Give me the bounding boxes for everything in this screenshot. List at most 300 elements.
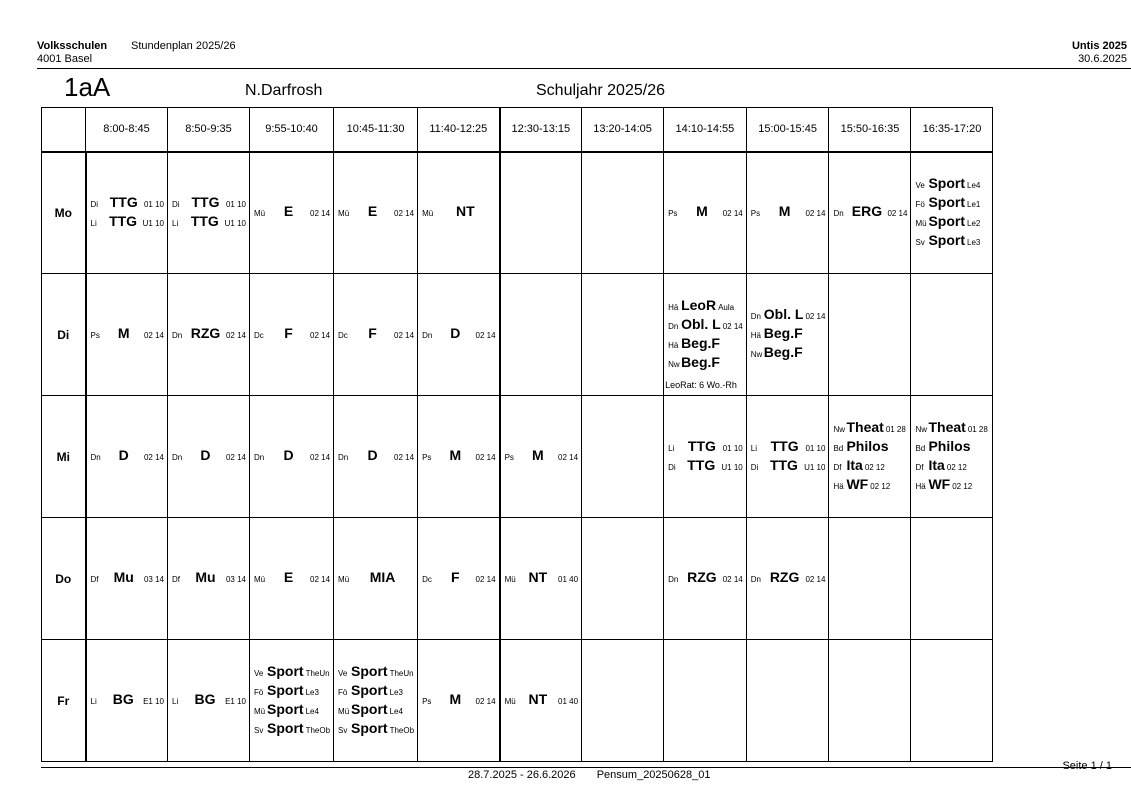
room-code: Le3 bbox=[305, 687, 319, 697]
lesson-entry bbox=[751, 344, 826, 363]
lesson-entry bbox=[668, 297, 743, 316]
subject-code: RZG bbox=[687, 569, 717, 585]
lesson-entry bbox=[422, 447, 496, 466]
room-code: Le1 bbox=[967, 199, 981, 209]
lesson-entry bbox=[254, 663, 330, 682]
lesson-entry bbox=[751, 438, 826, 457]
teacher-code: Ps bbox=[422, 453, 432, 462]
teacher-code: Nw bbox=[750, 350, 763, 359]
plan-name: Stundenplan 2025/26 bbox=[131, 40, 236, 52]
lesson-cell[interactable] bbox=[168, 518, 250, 640]
teacher-code: Di bbox=[668, 462, 676, 472]
lesson-entry bbox=[254, 569, 330, 588]
lesson-cell[interactable] bbox=[829, 274, 911, 396]
footer-divider bbox=[41, 767, 1131, 768]
teacher-code: Df bbox=[90, 575, 99, 584]
day-label: Do bbox=[42, 518, 86, 640]
lesson-cell[interactable] bbox=[86, 274, 168, 396]
lesson-cell[interactable] bbox=[500, 518, 582, 640]
header-divider bbox=[37, 68, 1131, 69]
lesson-entry bbox=[338, 701, 414, 720]
teacher-code: Df bbox=[915, 462, 924, 472]
lesson-entry bbox=[254, 203, 330, 222]
lesson-entry bbox=[668, 335, 743, 354]
teacher-code: Dc bbox=[338, 331, 348, 340]
lesson-entry bbox=[422, 569, 496, 588]
lesson-cell[interactable] bbox=[250, 396, 334, 518]
lesson-entry bbox=[751, 306, 826, 325]
teacher-code: Mü bbox=[915, 218, 927, 228]
subject-code: TTG bbox=[190, 212, 219, 229]
subject-code: D bbox=[367, 447, 378, 463]
lesson-cell[interactable] bbox=[746, 274, 829, 396]
lesson-entry bbox=[338, 569, 414, 588]
lesson-cell[interactable] bbox=[334, 152, 418, 274]
teacher-code: Ve bbox=[338, 668, 348, 678]
subject-code: D bbox=[283, 447, 294, 463]
subject-code: Sport bbox=[267, 719, 304, 736]
lesson-entry bbox=[751, 203, 826, 222]
teacher-code: Hä bbox=[833, 481, 844, 491]
lesson-entry bbox=[915, 419, 989, 438]
teacher-code: Li bbox=[90, 697, 97, 706]
teacher-code: Ve bbox=[915, 180, 925, 190]
lesson-cell[interactable] bbox=[746, 640, 829, 762]
lesson-entry bbox=[172, 194, 246, 213]
lesson-entry bbox=[915, 476, 989, 495]
subject-code: Sport bbox=[267, 681, 304, 698]
teacher-code: Mü bbox=[254, 706, 266, 716]
lesson-entry bbox=[172, 691, 246, 710]
teacher-code: Di bbox=[172, 199, 180, 209]
subject-code: Sport bbox=[267, 700, 304, 717]
room-code: U1 10 bbox=[224, 218, 246, 228]
lesson-cell[interactable] bbox=[86, 152, 168, 274]
subject-code: M bbox=[449, 691, 462, 707]
teacher-code: Dn bbox=[750, 312, 761, 321]
lesson-entry bbox=[668, 569, 743, 588]
lesson-cell[interactable] bbox=[911, 152, 993, 274]
subject-code: Philos bbox=[928, 437, 971, 454]
room-code: 02 14 bbox=[310, 209, 331, 219]
lesson-entry bbox=[338, 325, 414, 344]
period-header: 11:40-12:25 bbox=[418, 108, 500, 152]
day-row bbox=[42, 152, 993, 274]
validity-range: 28.7.2025 - 26.6.2026 bbox=[468, 769, 576, 781]
teacher-code: Nw bbox=[915, 424, 928, 434]
lesson-entry bbox=[751, 569, 826, 588]
lesson-entry bbox=[915, 232, 989, 251]
lesson-cell[interactable] bbox=[829, 518, 911, 640]
room-code: 02 14 bbox=[394, 209, 415, 219]
day-label: Mi bbox=[42, 396, 86, 518]
subject-code: Beg.F bbox=[763, 325, 803, 341]
teacher-code: Dn bbox=[668, 321, 679, 331]
lesson-cell[interactable] bbox=[250, 518, 334, 640]
lesson-cell[interactable] bbox=[334, 396, 418, 518]
lesson-entry bbox=[833, 203, 907, 222]
lesson-entry bbox=[172, 447, 246, 466]
subject-code: RZG bbox=[190, 325, 221, 341]
lesson-entry bbox=[915, 438, 989, 457]
lesson-entry bbox=[172, 569, 246, 588]
lesson-cell[interactable] bbox=[250, 640, 334, 762]
room-code: 02 14 bbox=[805, 312, 826, 321]
subject-code: D bbox=[200, 447, 211, 463]
room-code: 01 40 bbox=[558, 575, 579, 584]
teacher-code: Li bbox=[668, 443, 675, 453]
lesson-entry bbox=[91, 213, 165, 232]
subject-code: M bbox=[449, 447, 462, 463]
lesson-cell[interactable] bbox=[168, 152, 250, 274]
day-label: Di bbox=[42, 274, 86, 396]
lesson-entry bbox=[338, 447, 414, 466]
school-year: Schuljahr 2025/26 bbox=[536, 82, 665, 99]
room-code: 02 14 bbox=[722, 321, 743, 331]
lesson-entry bbox=[172, 213, 246, 232]
period-header: 12:30-13:15 bbox=[500, 108, 582, 152]
lesson-entry bbox=[91, 325, 165, 344]
subject-code: Obl. L bbox=[763, 306, 804, 322]
subject-code: Mu bbox=[195, 569, 216, 585]
room-code: 01 10 bbox=[143, 199, 164, 209]
teacher-code: Li bbox=[90, 218, 97, 228]
lesson-cell[interactable] bbox=[334, 640, 418, 762]
lesson-cell[interactable] bbox=[664, 274, 747, 396]
lesson-entry bbox=[91, 569, 165, 588]
lesson-entry bbox=[338, 203, 414, 222]
lesson-entry bbox=[91, 691, 165, 710]
lesson-entry bbox=[668, 438, 743, 457]
teacher-code: Bd bbox=[915, 443, 926, 453]
cell-note: LeoRat: 6 Wo.-Rh bbox=[665, 380, 737, 390]
school-city: 4001 Basel bbox=[37, 53, 93, 65]
room-code: 03 14 bbox=[225, 575, 246, 584]
teacher-code: Mü bbox=[254, 575, 266, 584]
room-code: 02 14 bbox=[310, 453, 331, 462]
teacher-code: Ps bbox=[668, 209, 678, 219]
room-code: U1 10 bbox=[142, 218, 164, 228]
footer-info bbox=[468, 769, 710, 781]
teacher-code: Li bbox=[172, 697, 179, 706]
subject-code: NT bbox=[455, 203, 475, 220]
lesson-entry bbox=[751, 325, 826, 344]
period-header: 8:00-8:45 bbox=[86, 108, 168, 152]
lesson-cell[interactable] bbox=[911, 396, 993, 518]
subject-code: Beg.F bbox=[681, 334, 720, 351]
room-code: U1 10 bbox=[804, 462, 826, 472]
subject-code: TTG bbox=[770, 437, 799, 454]
day-label: Mo bbox=[42, 152, 86, 274]
lesson-entry bbox=[254, 720, 330, 739]
subject-code: TTG bbox=[191, 193, 220, 210]
teacher-code: Mü bbox=[254, 209, 266, 219]
lesson-cell[interactable] bbox=[418, 152, 500, 274]
subject-code: Beg.F bbox=[681, 353, 720, 370]
teacher-code: Df bbox=[172, 575, 180, 584]
room-code: 02 14 bbox=[475, 575, 496, 584]
lesson-cell[interactable] bbox=[664, 518, 747, 640]
lesson-cell[interactable] bbox=[168, 274, 250, 396]
lesson-cell[interactable] bbox=[418, 274, 500, 396]
subject-code: TTG bbox=[769, 456, 798, 473]
room-code: 02 14 bbox=[805, 209, 826, 219]
period-header: 16:35-17:20 bbox=[911, 108, 993, 152]
subject-code: E bbox=[283, 203, 294, 220]
lesson-cell[interactable] bbox=[418, 518, 500, 640]
lesson-cell[interactable] bbox=[334, 518, 418, 640]
room-code: Le4 bbox=[305, 706, 319, 716]
lesson-entry bbox=[505, 447, 579, 466]
period-header: 15:00-15:45 bbox=[746, 108, 829, 152]
lesson-cell[interactable] bbox=[746, 396, 829, 518]
day-label: Fr bbox=[42, 640, 86, 762]
room-code: 02 12 bbox=[870, 481, 891, 491]
room-code: 01 28 bbox=[967, 424, 988, 434]
lesson-cell[interactable] bbox=[168, 640, 250, 762]
teacher-code: Li bbox=[172, 218, 179, 228]
teacher-code: Dn bbox=[172, 331, 183, 340]
teacher-code: Ve bbox=[254, 668, 264, 678]
teacher-code: Dn bbox=[90, 453, 101, 462]
lesson-cell[interactable] bbox=[500, 152, 582, 274]
teacher-code: Nw bbox=[668, 359, 680, 369]
subject-code: Sport bbox=[928, 212, 966, 229]
subject-code: RZG bbox=[769, 569, 800, 585]
lesson-cell[interactable] bbox=[582, 152, 664, 274]
header-right bbox=[1072, 40, 1127, 66]
lesson-entry bbox=[422, 325, 496, 344]
room-code: 01 28 bbox=[885, 424, 906, 434]
teacher-code: Nw bbox=[833, 424, 846, 434]
room-code: 02 14 bbox=[394, 453, 415, 462]
teacher-code: Di bbox=[750, 462, 759, 472]
subject-code: D bbox=[450, 325, 461, 341]
lesson-cell[interactable] bbox=[250, 152, 334, 274]
subject-code: BG bbox=[112, 691, 134, 707]
lesson-cell[interactable] bbox=[250, 274, 334, 396]
subject-code: MIA bbox=[369, 569, 396, 585]
teacher-code: Fö bbox=[254, 687, 264, 697]
room-code: 02 12 bbox=[946, 462, 967, 472]
teacher-code: Mü bbox=[338, 706, 350, 716]
lesson-cell[interactable] bbox=[746, 152, 829, 274]
subject-code: Ita bbox=[846, 456, 863, 473]
subject-code: TTG bbox=[109, 193, 138, 210]
subject-code: WF bbox=[928, 475, 951, 492]
lesson-entry bbox=[338, 663, 414, 682]
lesson-entry bbox=[172, 325, 246, 344]
lesson-cell[interactable] bbox=[664, 396, 747, 518]
teacher-code: Mü bbox=[504, 575, 516, 584]
lesson-cell[interactable] bbox=[86, 640, 168, 762]
teacher-code: Sv bbox=[915, 237, 925, 247]
lesson-cell[interactable] bbox=[911, 640, 993, 762]
header-left bbox=[37, 40, 236, 66]
lesson-entry bbox=[254, 682, 330, 701]
teacher-code: Dc bbox=[422, 575, 432, 584]
teacher-code: Sv bbox=[254, 725, 264, 735]
teacher-code: Ps bbox=[504, 453, 514, 462]
lesson-cell[interactable] bbox=[829, 152, 911, 274]
subject-code: Sport bbox=[351, 681, 388, 698]
room-code: 02 14 bbox=[143, 453, 164, 462]
lesson-cell[interactable] bbox=[418, 396, 500, 518]
subject-code: F bbox=[451, 569, 460, 585]
subject-code: Sport bbox=[351, 700, 388, 717]
lesson-entry bbox=[668, 457, 743, 476]
class-title: 1aA bbox=[64, 72, 111, 102]
lesson-entry bbox=[505, 691, 579, 710]
pensum-id: Pensum_20250628_01 bbox=[596, 769, 711, 781]
teacher-code: Hä bbox=[750, 331, 761, 340]
teacher-code: Dn bbox=[422, 331, 433, 340]
lesson-cell[interactable] bbox=[168, 396, 250, 518]
lesson-entry bbox=[422, 203, 496, 222]
subject-code: M bbox=[696, 203, 708, 220]
teacher-code: Hä bbox=[668, 302, 679, 312]
lesson-entry bbox=[915, 175, 989, 194]
room-code: TheUn bbox=[389, 668, 414, 678]
room-code: 02 14 bbox=[394, 331, 415, 340]
subject-code: Sport bbox=[351, 719, 388, 736]
lesson-cell[interactable] bbox=[582, 396, 664, 518]
period-header: 9:55-10:40 bbox=[250, 108, 334, 152]
teacher-code: Hä bbox=[915, 481, 926, 491]
lesson-entry bbox=[338, 682, 414, 701]
lesson-cell[interactable] bbox=[500, 640, 582, 762]
room-code: Le3 bbox=[967, 237, 981, 247]
subject-code: Mu bbox=[113, 569, 134, 585]
room-code: 02 14 bbox=[722, 209, 743, 219]
day-row bbox=[42, 640, 993, 762]
teacher-code: Sv bbox=[338, 725, 348, 735]
subject-code: E bbox=[283, 569, 294, 585]
lesson-cell[interactable] bbox=[582, 274, 664, 396]
lesson-cell[interactable] bbox=[582, 518, 664, 640]
lesson-entry bbox=[91, 194, 165, 213]
lesson-entry bbox=[668, 203, 743, 222]
lesson-entry bbox=[833, 457, 907, 476]
subject-code: D bbox=[118, 447, 129, 463]
lesson-cell[interactable] bbox=[500, 396, 582, 518]
lesson-cell[interactable] bbox=[418, 640, 500, 762]
lesson-cell[interactable] bbox=[911, 518, 993, 640]
day-row bbox=[42, 518, 993, 640]
teacher-code: Mü bbox=[422, 209, 434, 219]
subject-code: Obl. L bbox=[681, 315, 721, 332]
teacher-code: Mü bbox=[504, 697, 516, 706]
product-name: Untis 2025 bbox=[1071, 40, 1127, 52]
subject-code: NT bbox=[528, 691, 548, 707]
room-code: 02 14 bbox=[475, 697, 496, 706]
room-code: 01 10 bbox=[805, 443, 826, 453]
lesson-entry bbox=[915, 457, 989, 476]
lesson-entry bbox=[833, 438, 907, 457]
subject-code: BG bbox=[194, 691, 216, 707]
room-code: TheUn bbox=[305, 668, 330, 678]
room-code: 02 12 bbox=[952, 481, 973, 491]
teacher-name: N.Darfrosh bbox=[245, 82, 323, 99]
room-code: U1 10 bbox=[721, 462, 743, 472]
room-code: E1 10 bbox=[143, 697, 164, 706]
subject-code: M bbox=[778, 203, 791, 220]
lesson-entry bbox=[915, 194, 989, 213]
teacher-code: Bd bbox=[833, 443, 844, 453]
subject-code: TTG bbox=[109, 212, 138, 229]
lesson-entry bbox=[254, 325, 330, 344]
lesson-entry bbox=[338, 720, 414, 739]
lesson-cell[interactable] bbox=[664, 152, 747, 274]
room-code: Le4 bbox=[967, 180, 981, 190]
room-code: Le3 bbox=[389, 687, 403, 697]
lesson-cell[interactable] bbox=[334, 274, 418, 396]
lesson-cell[interactable] bbox=[500, 274, 582, 396]
lesson-entry bbox=[833, 419, 907, 438]
subject-code: WF bbox=[846, 475, 869, 492]
teacher-code: Mü bbox=[338, 209, 350, 219]
teacher-code: Fö bbox=[915, 199, 925, 209]
room-code: 02 14 bbox=[225, 453, 246, 462]
room-code: 02 12 bbox=[864, 462, 885, 472]
teacher-code: Ps bbox=[422, 697, 432, 706]
teacher-code: Hä bbox=[668, 340, 679, 350]
lesson-cell[interactable] bbox=[86, 396, 168, 518]
print-date: 30.6.2025 bbox=[1078, 53, 1127, 65]
lesson-cell[interactable] bbox=[582, 640, 664, 762]
lesson-cell[interactable] bbox=[829, 640, 911, 762]
subject-code: Theat bbox=[846, 418, 884, 435]
teacher-code: Df bbox=[833, 462, 842, 472]
subject-code: NT bbox=[528, 569, 548, 585]
subject-code: Philos bbox=[846, 437, 889, 454]
room-code: 01 10 bbox=[722, 443, 743, 453]
page-number: Seite 1 / 1 bbox=[1062, 760, 1112, 772]
teacher-code: Dn bbox=[338, 453, 349, 462]
subject-code: Sport bbox=[928, 231, 966, 248]
room-code: E1 10 bbox=[225, 697, 246, 706]
room-code: 01 40 bbox=[558, 697, 579, 706]
period-header: 10:45-11:30 bbox=[334, 108, 418, 152]
lesson-cell[interactable] bbox=[746, 518, 829, 640]
teacher-code: Li bbox=[750, 443, 757, 453]
room-code: 02 14 bbox=[475, 331, 496, 340]
room-code: TheOb bbox=[389, 725, 415, 735]
lesson-entry bbox=[254, 447, 330, 466]
subject-code: Beg.F bbox=[763, 344, 803, 360]
period-header: 13:20-14:05 bbox=[582, 108, 664, 152]
lesson-entry bbox=[833, 476, 907, 495]
subject-code: LeoR bbox=[681, 296, 717, 313]
room-code: TheOb bbox=[305, 725, 331, 735]
subject-code: M bbox=[531, 447, 544, 463]
lesson-cell[interactable] bbox=[911, 274, 993, 396]
period-header: 14:10-14:55 bbox=[664, 108, 747, 152]
teacher-code: Mü bbox=[338, 575, 350, 584]
day-row bbox=[42, 396, 993, 518]
corner-cell bbox=[42, 108, 86, 152]
lesson-entry bbox=[254, 701, 330, 720]
lesson-cell[interactable] bbox=[664, 640, 747, 762]
lesson-cell[interactable] bbox=[86, 518, 168, 640]
room-code: 02 14 bbox=[310, 575, 331, 584]
subject-code: E bbox=[367, 203, 378, 220]
lesson-entry bbox=[668, 316, 743, 335]
lesson-cell[interactable] bbox=[829, 396, 911, 518]
subject-code: Sport bbox=[351, 662, 388, 679]
room-code: Aula bbox=[718, 302, 735, 312]
lesson-entry bbox=[91, 447, 165, 466]
